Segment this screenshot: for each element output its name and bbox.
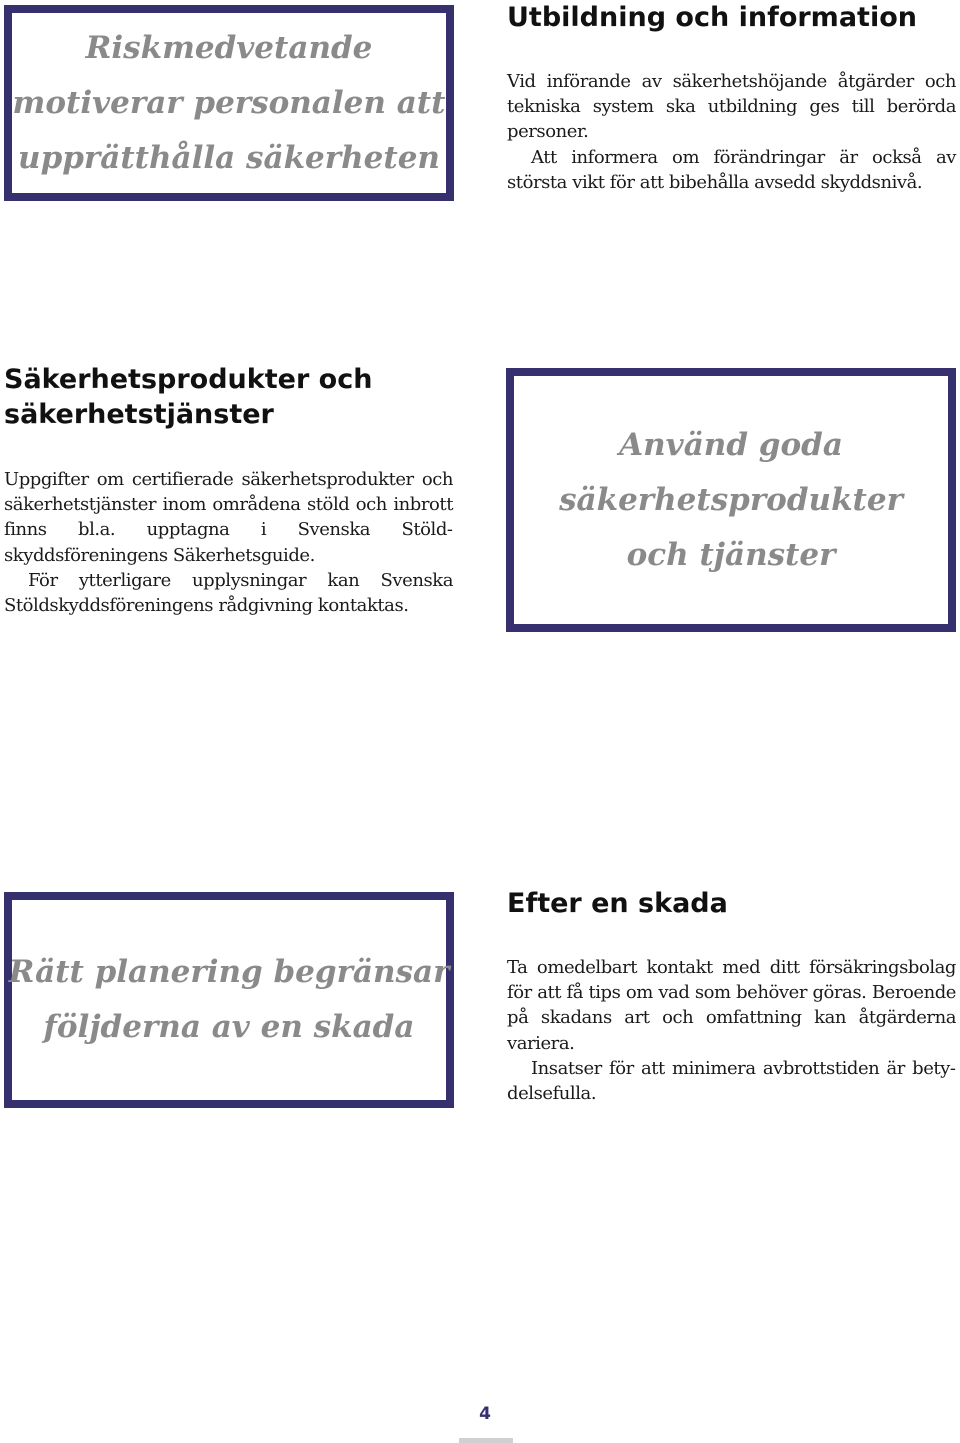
paragraph: Insatser för att minimera avbrottstiden är betydelsefulla. [507,1057,956,1105]
callout-use-good-products [506,368,956,632]
section-heading-products [4,362,372,432]
paragraph: Att informera om förändringar är också av största vikt för att bibehålla avsedd skyddsnivå. [507,146,956,193]
section-body-damage [507,955,956,1106]
callout-line: motiverar personalen att [12,84,446,121]
paragraph: Vid införande av säkerhetshöjande åtgärder och tekniska system ska utbildning ges till berörda personer. [507,71,956,143]
paragraph: För ytterligare upplysningar kan Svenska Stöldskyddsföreningens rådgivning kontaktas. [4,569,453,617]
callout-line: följderna av en skada [43,1009,415,1045]
callout-right-planning [4,892,454,1108]
section-body-education [507,69,956,195]
paragraph: Uppgifter om certifierade säkerhetsprodukter och säkerhetstjänster inom områdena stöld och inbrott finns bl.a. upptagna i Svenska Stöldskyddsföreningens Säkerhetsguide. [4,469,453,566]
heading-line: Säkerhetsprodukter och [4,364,373,395]
callout-line: Rätt planering begränsar [8,954,450,990]
page-number: 4 [479,1404,491,1424]
section-body-products [4,467,453,618]
callout-line: säkerhetsprodukter [559,481,903,518]
callout-line: och tjänster [626,536,836,573]
callout-line: upprätthålla säkerheten [18,139,440,176]
heading-line: säkerhetstjänster [4,399,274,430]
callout-line: Använd goda [619,426,843,463]
callout-risk-awareness [4,5,454,201]
callout-line: Riskmedvetande [85,29,373,66]
section-heading-education: Utbildning och information [507,2,917,33]
section-heading-damage: Efter en skada [507,888,728,919]
page-footer-rule [459,1438,513,1443]
paragraph: Ta omedelbart kontakt med ditt försäkringsbolag för att få tips om vad som behöver göras. Beroende på skadans art och omfattning kan åtgärderna variera. [507,957,956,1054]
